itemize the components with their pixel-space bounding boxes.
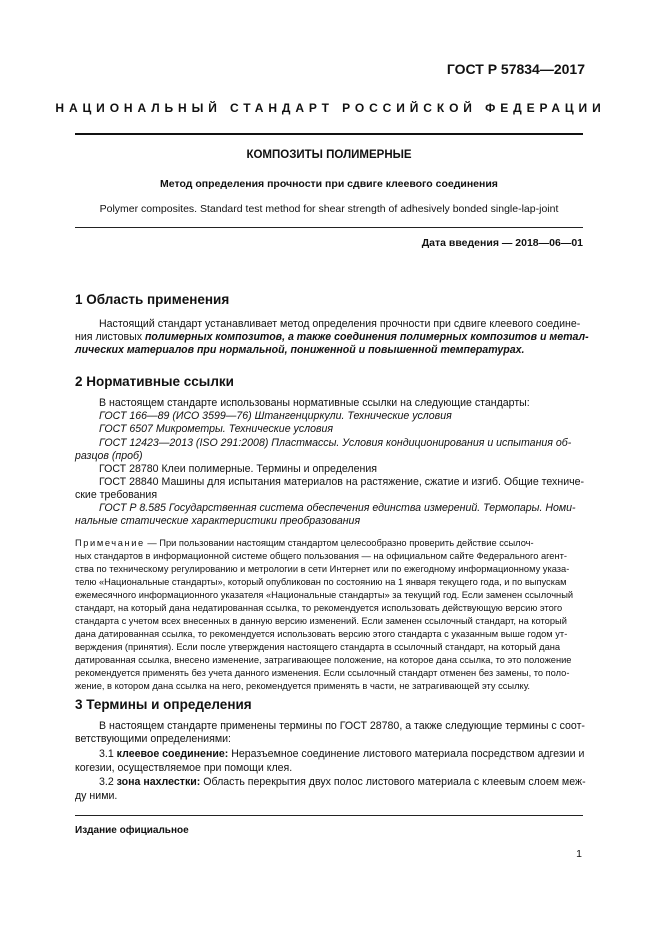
term-3-1-line-2: когезии, осуществляемое при помощи клея. (75, 762, 293, 774)
title-rule (75, 227, 583, 228)
section-1-heading: 1 Область применения (75, 292, 230, 307)
s1-line-1: Настоящий стандарт устанавливает метод определения прочности при сдвиге клеевого соедине- (99, 318, 581, 330)
ref-gost-28780: ГОСТ 28780 Клеи полимерные. Термины и определения (99, 463, 378, 475)
note-label: Примечание (75, 538, 145, 548)
ref-gost-166: ГОСТ 166—89 (ИСО 3599—76) Штангенциркули. Технические условия (99, 410, 452, 422)
s3-line-2: ветствующими определениями: (75, 733, 231, 745)
ref-gost-8585-a: ГОСТ Р 8.585 Государственная система обеспечения единства измерений. Термопары. Номи- (99, 502, 576, 514)
title-subtitle: Метод определения прочности при сдвиге клеевого соединения (160, 178, 498, 190)
ref-gost-6507: ГОСТ 6507 Микрометры. Технические условия (99, 423, 334, 435)
title-main: КОМПОЗИТЫ ПОЛИМЕРНЫЕ (246, 149, 412, 161)
title-english: Polymer composites. Standard test method for shear strength of adhesively bonded single-lap-joint (99, 203, 559, 215)
section-2-heading: 2 Нормативные ссылки (75, 374, 234, 389)
s3-line-1: В настоящем стандарте применены термины по ГОСТ 28780, а также следующие термины с соот- (99, 720, 585, 732)
ref-gost-8585-b: нальные статические характеристики преобразования (75, 515, 361, 527)
introduction-date: Дата введения — 2018—06—01 (421, 237, 583, 249)
official-edition-label: Издание официальное (75, 825, 189, 836)
ref-gost-12423-b: разцов (проб) (75, 450, 143, 462)
section-3-heading: 3 Термины и определения (75, 697, 252, 712)
term-3-2: 3.2 зона нахлестки: Область перекрытия двух полос листового материала с клеевым слоем меж- (99, 776, 586, 788)
term-3-1: 3.1 клеевое соединение: Неразъемное соединение листового материала посредством адгезии и (99, 748, 585, 760)
term-3-2-name: зона нахлестки: (116, 776, 201, 788)
ref-gost-12423-a: ГОСТ 12423—2013 (ISO 291:2008) Пластмассы. Условия кондиционирования и испытания об- (99, 437, 572, 449)
page-number: 1 (576, 848, 582, 860)
document-code: ГОСТ Р 57834—2017 (446, 61, 585, 77)
s1-line-3: лических материалов при нормальной, пониженной и повышенной температурах. (75, 344, 525, 356)
national-standard-heading: НАЦИОНАЛЬНЫЙ СТАНДАРТ РОССИЙСКОЙ ФЕДЕРАЦИИ (55, 101, 606, 115)
term-3-2-line-2: ду ними. (75, 790, 118, 802)
s2-intro: В настоящем стандарте использованы нормативные ссылки на следующие стандарты: (99, 397, 530, 409)
term-3-1-name: клеевое соединение: (116, 748, 229, 760)
s1-line-2: ния листовых полимерных композитов, а также соединения полимерных композитов и метал- (75, 331, 589, 343)
header-rule (75, 133, 583, 135)
footer-rule (75, 815, 583, 816)
ref-gost-28840-a: ГОСТ 28840 Машины для испытания материалов на растяжение, сжатие и изгиб. Общие техниче- (99, 476, 585, 488)
note: Примечание — При пользовании настоящим стандартом целесообразно проверить действие ссылоч- ных стандартов в информационной системе общего пользования — на официальном сайте Федерального агент- ства по техническому регулированию и метрологии в сети Интернет или по ежегодному информационному указа- телю «Национальные стандарты», который опубликован по состоянию на 1 января текущего года, и по выпускам ежемесячного информационного указателя «Национальные стандарты» за текущий год. Если заменен ссылочный стандарт, на который дана недатированная ссылка, то рекомендуется использовать действующую версию этого стандарта с учетом всех внесенных в данную версию изменений. Если заменен ссылочный стандарт, на который дана датированная ссылка, то рекомендуется использовать версию этого стандарта с указанным выше годом ут- верждения (принятия). Если после утверждения настоящего стандарта в ссылочный стандарт, на который дана датированная ссылка, внесено изменение, затрагивающее положение, на которое дана ссылка, то это положение рекомендуется применять без учета данного изменения. Если ссылочный стандарт отменен без замены, то поло- жение, в котором дана ссылка на него, рекомендуется применять в части, не затрагивающей эту ссылку. (75, 538, 574, 691)
ref-gost-28840-b: ские требования (75, 489, 158, 501)
